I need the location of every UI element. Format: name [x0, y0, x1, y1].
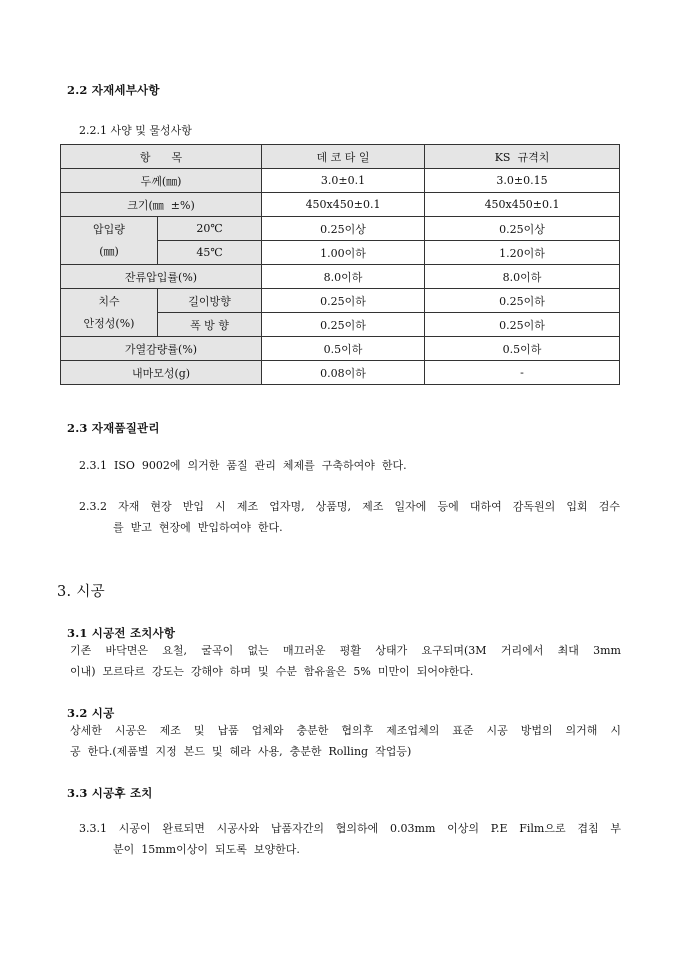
heading-3-3: 3.3 시공후 조치 [67, 786, 153, 800]
header-item: 항 목 [61, 145, 262, 169]
cell-thickness-ks: 3.0±0.15 [425, 169, 620, 193]
header-decotile: 데 코 타 일 [262, 145, 425, 169]
heading-2-3: 2.3 자재품질관리 [67, 421, 160, 435]
sub-label-length: 길이방향 [158, 289, 262, 313]
paragraph-3-1 [70, 640, 621, 682]
cell-indent45-deco: 1.00이하 [262, 241, 425, 265]
row-label-thickness: 두께(㎜) [61, 169, 262, 193]
header-ks: KS 규격치 [425, 145, 620, 169]
cell-wear-deco: 0.08이하 [262, 361, 425, 385]
table-row [61, 169, 620, 193]
cell-thickness-deco: 3.0±0.1 [262, 169, 425, 193]
heading-3-2: 3.2 시공 [67, 706, 115, 720]
row-label-indent-top: 압입량 [93, 222, 125, 236]
cell-heatloss-ks: 0.5이하 [425, 337, 620, 361]
table-row [61, 265, 620, 289]
paragraph-3-2-line1: 상세한 시공은 제조 및 납품 업체와 충분한 협의후 제조업체의 표준 시공 방법의 의거해 시 [70, 724, 621, 737]
cell-length-ks: 0.25이하 [425, 289, 620, 313]
cell-residual-deco: 8.0이하 [262, 265, 425, 289]
spec-table [60, 144, 620, 385]
row-label-dimstab-bottom: 안정성(%) [83, 316, 135, 330]
cell-heatloss-deco: 0.5이하 [262, 337, 425, 361]
paragraph-2-3-2 [79, 496, 620, 538]
row-label-residual: 잔류압입률(%) [61, 265, 262, 289]
heading-3-1: 3.1 시공전 조치사항 [67, 626, 176, 640]
table-row [61, 217, 620, 241]
table-row [61, 361, 620, 385]
row-label-dimstab-top: 치수 [98, 294, 120, 308]
row-label-size: 크기(㎜ ±%) [61, 193, 262, 217]
table-row [61, 289, 620, 313]
sub-label-width: 폭 방 향 [158, 313, 262, 337]
row-label-indent-bottom: (㎜) [99, 244, 119, 258]
paragraph-3-3-1 [79, 818, 621, 860]
row-label-indent [61, 217, 158, 265]
row-label-wear: 내마모성(g) [61, 361, 262, 385]
paragraph-3-3-1-line2: 분이 15mm이상이 되도록 보양한다. [113, 843, 300, 856]
cell-size-ks: 450x450±0.1 [425, 193, 620, 217]
paragraph-3-3-1-line1: 3.3.1 시공이 완료되면 시공사와 납품자간의 협의하에 0.03mm 이상의 P.E Film으로 겹침 부 [79, 822, 621, 835]
cell-indent20-ks: 0.25이상 [425, 217, 620, 241]
paragraph-3-1-line1: 기존 바닥면은 요철, 굴곡이 없는 매끄러운 평활 상태가 요구되며(3M 거리에서 최대 3mm [70, 644, 621, 657]
paragraph-3-1-line2: 이내) 모르타르 강도는 강해야 하며 및 수분 함유율은 5% 미만이 되어야한다. [70, 665, 474, 678]
table-row [61, 337, 620, 361]
heading-3: 3. 시공 [57, 584, 105, 600]
sub-label-20c: 20℃ [158, 217, 262, 241]
paragraph-3-2-line2: 공 한다.(제품별 지정 본드 및 헤라 사용, 충분한 Rolling 작업등) [70, 745, 412, 758]
cell-residual-ks: 8.0이하 [425, 265, 620, 289]
cell-indent45-ks: 1.20이하 [425, 241, 620, 265]
row-label-dimstab [61, 289, 158, 337]
paragraph-2-3-2-line2: 를 받고 현장에 반입하여야 한다. [113, 521, 283, 534]
heading-2-2: 2.2 자재세부사항 [67, 83, 160, 97]
table-row [61, 193, 620, 217]
subheading-2-2-1: 2.2.1 사양 및 물성사항 [79, 124, 192, 137]
cell-wear-ks: - [425, 361, 620, 385]
cell-width-deco: 0.25이하 [262, 313, 425, 337]
cell-width-ks: 0.25이하 [425, 313, 620, 337]
sub-label-45c: 45℃ [158, 241, 262, 265]
cell-indent20-deco: 0.25이상 [262, 217, 425, 241]
paragraph-3-2 [70, 720, 621, 762]
cell-size-deco: 450x450±0.1 [262, 193, 425, 217]
row-label-heatloss: 가열감량률(%) [61, 337, 262, 361]
cell-length-deco: 0.25이하 [262, 289, 425, 313]
paragraph-2-3-2-line1: 2.3.2 자재 현장 반입 시 제조 업자명, 상품명, 제조 일자에 등에 대하여 감독원의 입회 검수 [79, 500, 620, 513]
table-header-row [61, 145, 620, 169]
paragraph-2-3-1: 2.3.1 ISO 9002에 의거한 품질 관리 체제를 구축하여야 한다. [79, 459, 407, 472]
